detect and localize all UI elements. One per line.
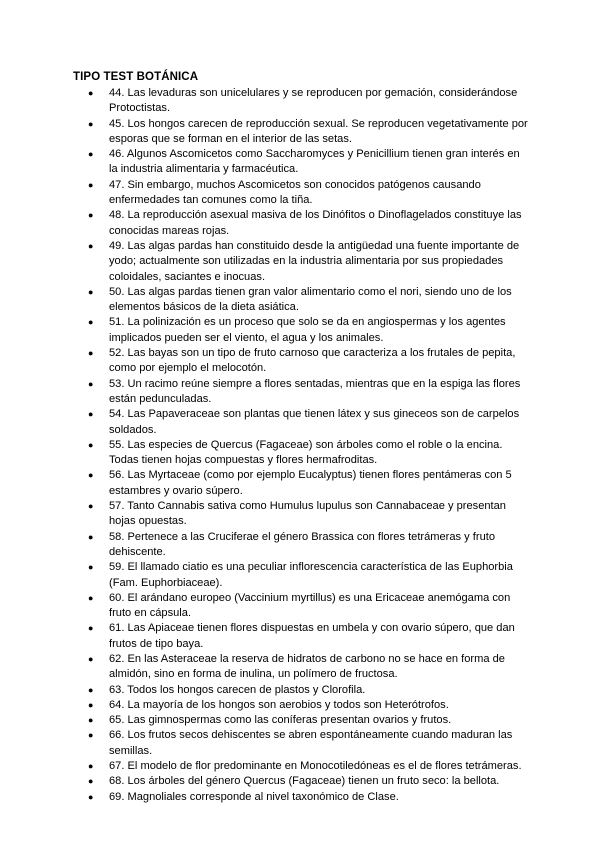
bullet-icon: ● [88, 761, 94, 772]
list-item [0, 790, 600, 805]
bullet-icon: ● [88, 791, 94, 802]
bullet-icon: ● [88, 210, 94, 221]
list-item-text: 62. En las Asteraceae la reserva de hidratos de carbono no se hace en forma de almidón, sino en forma de inulina, un polímero de fructosa. [109, 652, 505, 681]
list-item [0, 774, 600, 789]
list-item-text: 56. Las Myrtaceae (como por ejemplo Eucalyptus) tienen flores pentámeras con 5 estambres y ovario súpero. [109, 469, 512, 497]
list-item-text: 59. El llamado ciatio es una peculiar inflorescencia característica de las Euphorbia (Fam. Euphorbiaceae). [109, 561, 513, 589]
list-item [0, 530, 600, 561]
list-item [0, 407, 600, 438]
bullet-icon: ● [88, 317, 94, 328]
list-item-text: 61. Las Apiaceae tienen flores dispuestas en umbela y con ovario súpero, que dan frutos de tipo baya. [109, 622, 515, 650]
bullet-icon: ● [88, 348, 94, 359]
bullet-icon: ● [88, 378, 94, 389]
list-item-text: 57. Tanto Cannabis sativa como Humulus lupulus son Cannabaceae y presentan hojas opuestas. [109, 500, 506, 528]
list-item [0, 713, 600, 728]
list-item-text: 67. El modelo de flor predominante en Monocotiledóneas es el de flores tetrámeras. [109, 760, 522, 773]
list-item [0, 208, 600, 239]
list-item [0, 621, 600, 652]
bullet-icon: ● [88, 88, 94, 98]
bullet-icon: ● [88, 240, 94, 251]
question-list [0, 86, 600, 805]
bullet-icon: ● [88, 699, 94, 710]
bullet-icon: ● [88, 715, 94, 726]
list-item-text: 69. Magnoliales corresponde al nivel taxonómico de Clase. [109, 790, 399, 803]
bullet-icon: ● [88, 501, 94, 512]
list-item [0, 728, 600, 759]
list-item [0, 147, 600, 178]
list-item-text: 60. El arándano europeo (Vaccinium myrtillus) es una Ericaceae anemógama con fruto en cápsula. [109, 591, 511, 620]
bullet-icon: ● [88, 439, 94, 450]
bullet-icon: ● [88, 179, 94, 190]
list-item-text: 55. Las especies de Quercus (Fagaceae) son árboles como el roble o la encina. Todas tienen hojas compuestas y flores hermafroditas. [109, 438, 503, 467]
bullet-icon: ● [88, 286, 94, 297]
list-item-text: 63. Todos los hongos carecen de plastos y Clorofila. [109, 683, 366, 696]
list-item-text: 53. Un racimo reúne siempre a flores sentadas, mientras que en la espiga las flores están pedunculadas. [109, 377, 521, 405]
bullet-icon: ● [88, 531, 94, 542]
list-item-text: 54. Las Papaveraceae son plantas que tienen látex y sus gineceos son de carpelos soldados. [109, 408, 520, 436]
list-item-text: 66. Los frutos secos dehiscentes se abren espontáneamente cuando maduran las semillas. [109, 729, 513, 757]
bullet-icon: ● [88, 623, 94, 634]
bullet-icon: ● [88, 562, 94, 573]
list-item [0, 759, 600, 774]
bullet-icon: ● [88, 730, 94, 741]
list-item-text: 47. Sin embargo, muchos Ascomicetos son conocidos patógenos causando enfermedades tan comunes como la tiña. [109, 178, 481, 207]
list-item-text: 52. Las bayas son un tipo de fruto carnoso que caracteriza a los frutales de pepita, como por ejemplo el melocotón. [109, 347, 516, 375]
list-item-text: 44. Las levaduras son unicelulares y se reproducen por gemación, considerándose Protoctistas. [109, 87, 518, 115]
list-item [0, 239, 600, 285]
list-item-text: 68. Los árboles del género Quercus (Fagaceae) tienen un fruto seco: la bellota. [109, 775, 500, 788]
list-item-text: 51. La polinización es un proceso que solo se da en angiospermas y los agentes implicados pueden ser el viento, el agua y los animales. [109, 316, 506, 344]
list-item [0, 285, 600, 316]
list-item [0, 178, 600, 209]
list-item-text: 48. La reproducción asexual masiva de los Dinófitos o Dinoflagelados constituye las conocidas mareas rojas. [109, 209, 522, 237]
list-item-text: 58. Pertenece a las Cruciferae el género Brassica con flores tetrámeras y fruto dehiscente. [109, 530, 496, 558]
list-item-text: 49. Las algas pardas han constituido desde la antigüedad una fuente importante de yodo; actualmente son utilizadas en la industria alimentaria por sus propiedades coloidales, saciantes e inocuas. [109, 239, 520, 283]
list-item-text: 50. Las algas pardas tienen gran valor alimentario como el nori, siendo uno de los elementos básicos de la dieta asiática. [109, 285, 512, 314]
bullet-icon: ● [88, 653, 94, 664]
bullet-icon: ● [88, 409, 94, 420]
list-item-text: 46. Algunos Ascomicetos como Saccharomyces y Penicillium tienen gran interés en la industria alimentaria y farmacéutica. [109, 148, 520, 176]
list-item [0, 683, 600, 698]
list-item [0, 346, 600, 377]
bullet-icon: ● [88, 592, 94, 603]
list-item [0, 377, 600, 408]
list-item [0, 438, 600, 469]
list-item [0, 117, 600, 148]
list-item-text: 65. Las gimnospermas como las coníferas presentan ovarios y frutos. [109, 714, 452, 727]
list-item [0, 315, 600, 346]
list-item [0, 652, 600, 683]
bullet-icon: ● [88, 684, 94, 695]
list-item-text: 45. Los hongos carecen de reproducción sexual. Se reproducen vegetativamente por esporas que se forman en el interior de las setas. [109, 117, 528, 145]
bullet-icon: ● [88, 118, 94, 129]
list-item [0, 698, 600, 713]
bullet-icon: ● [88, 776, 94, 787]
bullet-icon: ● [88, 470, 94, 481]
list-item [0, 468, 600, 499]
bullet-icon: ● [88, 149, 94, 160]
list-item [0, 499, 600, 530]
list-item [0, 560, 600, 591]
list-item-text: 64. La mayoría de los hongos son aerobios y todos son Heterótrofos. [109, 698, 449, 711]
list-item [0, 86, 600, 117]
list-item [0, 591, 600, 622]
page-title: TIPO TEST BOTÁNICA [73, 71, 199, 83]
